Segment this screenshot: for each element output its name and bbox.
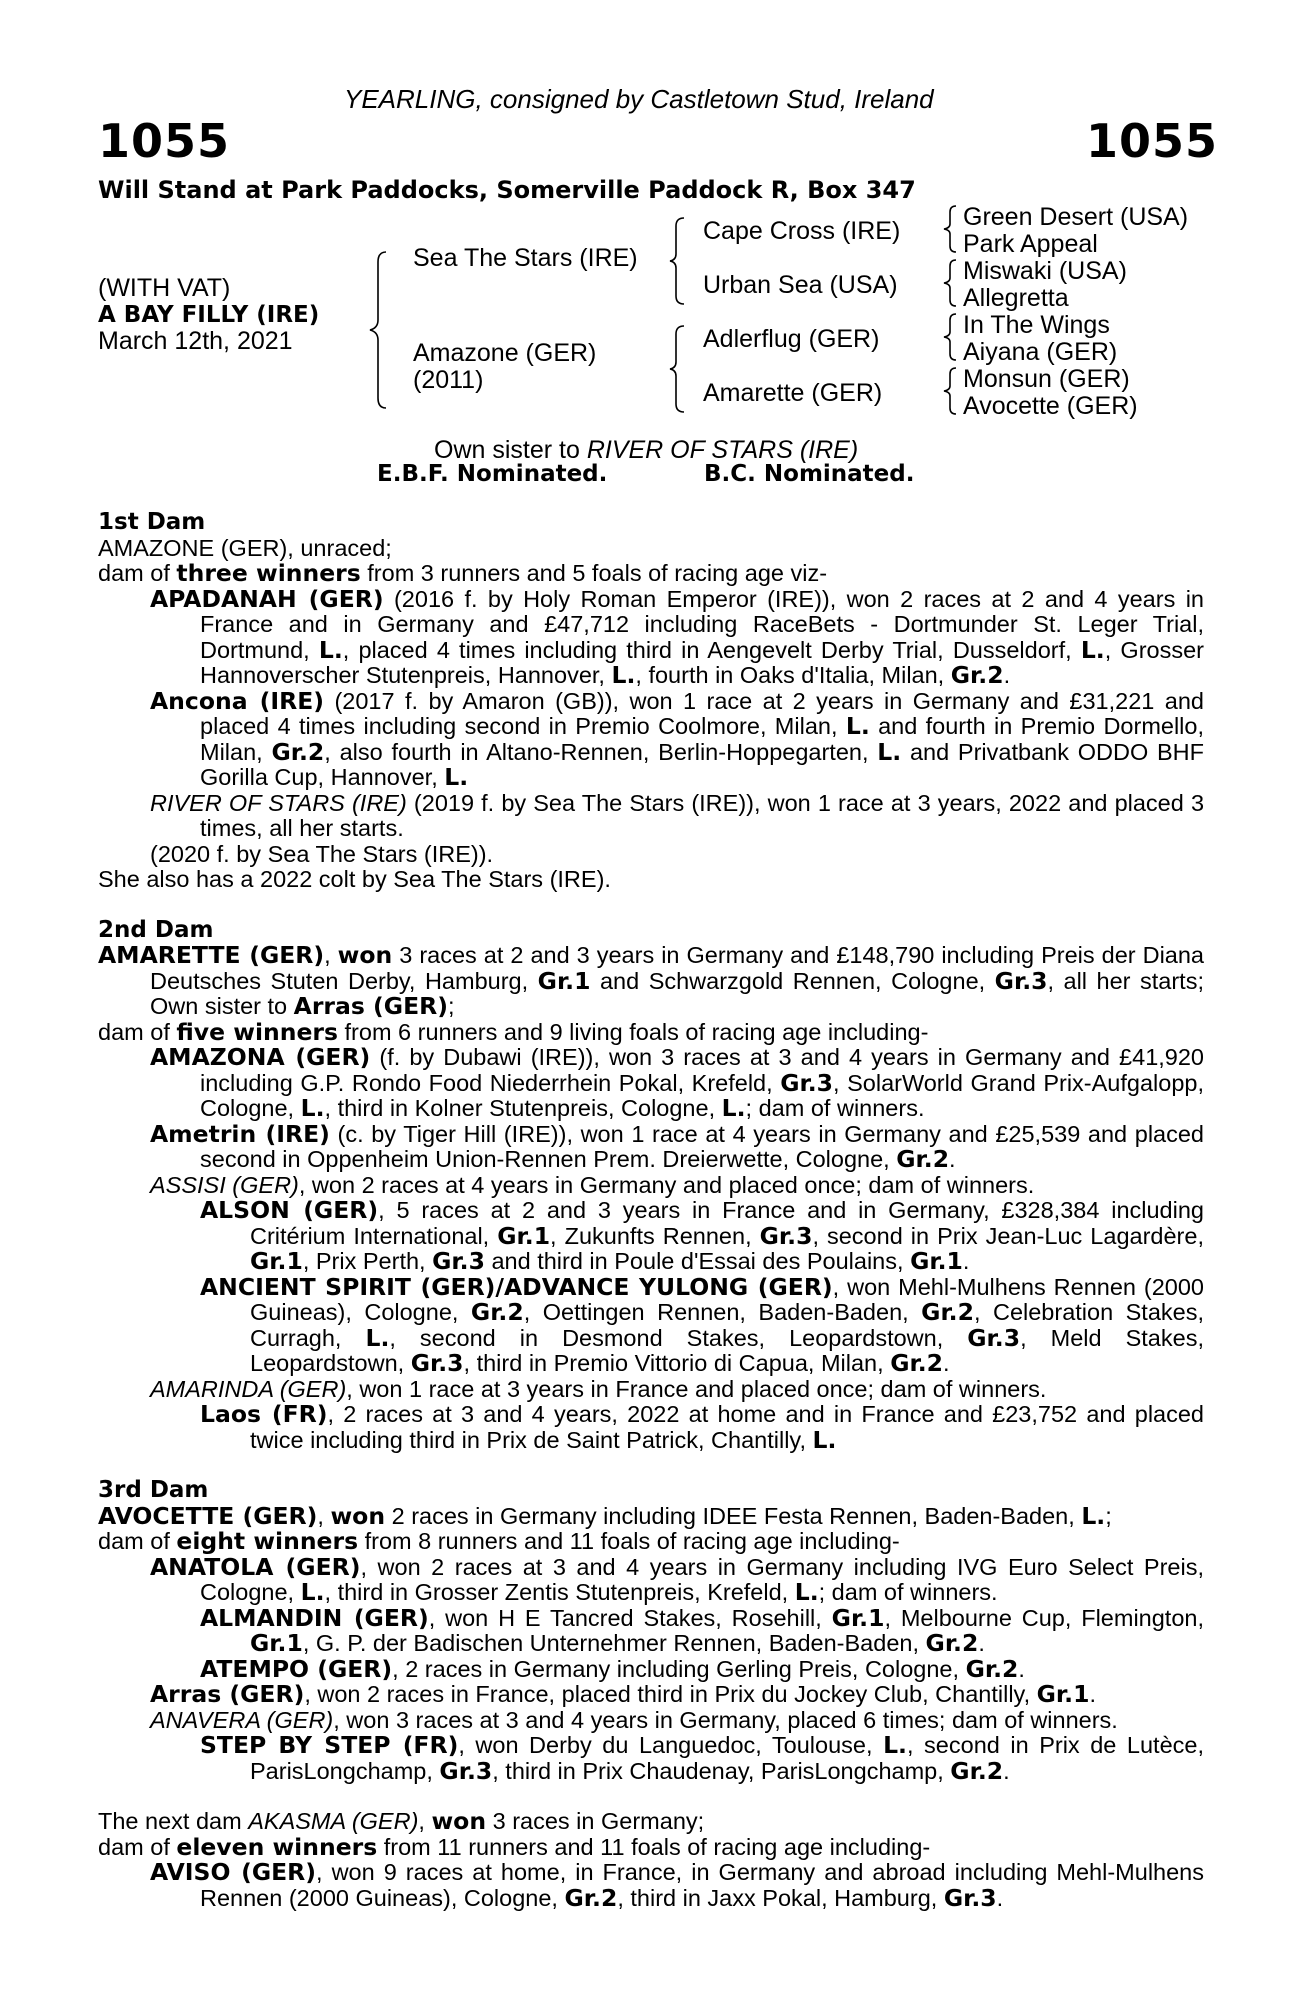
stand-location: Will Stand at Park Paddocks, Somerville Paddock R, Box 347 [98, 176, 916, 204]
grand-produce-entry: Laos (FR), 2 races at 3 and 4 years, 2022 at home and in France and £23,752 and placed twice including third in Prix de Saint Patrick, Chantilly, L. [200, 1400, 1204, 1454]
produce-entry: AVISO (GER), won 9 races at home, in France, in Germany and abroad including Mehl-Mulhens Rennen (2000 Guineas), Cologne, Gr.2, third in Jaxx Pokal, Hamburg, Gr.3. [150, 1858, 1204, 1912]
next-dam-entry: The next dam AKASMA (GER), won 3 races in Germany; [98, 1807, 705, 1835]
bc-nominated: B.C. Nominated. [704, 461, 915, 487]
gen3-ancestor: Allegretta [963, 284, 1069, 312]
pedigree-bracket-dam [668, 324, 698, 414]
lot-number-right: 1055 [1086, 114, 1219, 168]
produce-entry: ANATOLA (GER), won 2 races at 3 and 4 years in Germany including IVG Euro Select Preis, Cologne, L., third in Grosser Zentis Stutenpreis, Krefeld, L.; dam of winners. [150, 1552, 1204, 1606]
sire-sire-name: Cape Cross (IRE) [703, 217, 901, 245]
second-dam-entry: AMARETTE (GER), won 3 races at 2 and 3 years in Germany and £148,790 including Preis der Diana Deutsches Stuten Derby, Hamburg, Gr.1 and Schwarzgold Rennen, Cologne, Gr.3, all her starts; Own sister to Arras (GER); [98, 941, 1204, 1020]
first-dam-produce-summary: dam of three winners from 3 runners and 5 foals of racing age viz- [98, 559, 828, 587]
foaled-date: March 12th, 2021 [98, 327, 293, 355]
pedigree-bracket-g3-4 [942, 366, 962, 416]
sire-dam-name: Urban Sea (USA) [703, 271, 898, 299]
pedigree-bracket-g3-2 [942, 258, 962, 308]
gen3-ancestor: Avocette (GER) [963, 392, 1138, 420]
first-dam-line: AMAZONE (GER), unraced; [98, 534, 392, 561]
gen3-ancestor: Aiyana (GER) [963, 338, 1118, 366]
dam-dam-name: Amarette (GER) [703, 379, 883, 407]
produce-entry: RIVER OF STARS (IRE) (2019 f. by Sea The Stars (IRE)), won 1 race at 3 years, 2022 and placed 3 times, all her starts. [150, 789, 1205, 841]
grand-produce-entry: STEP BY STEP (FR), won Derby du Languedoc, Toulouse, L., second in Prix de Lutèce, ParisLongchamp, Gr.3, third in Prix Chaudenay, ParisLongchamp, Gr.2. [200, 1731, 1204, 1785]
produce-entry: ASSISI (GER), won 2 races at 4 years in Germany and placed once; dam of winners. [150, 1171, 1035, 1198]
pedigree-bracket-g3-1 [942, 204, 962, 254]
dam-name: Amazone (GER) [413, 339, 597, 367]
vat-label: (WITH VAT) [98, 274, 231, 302]
dam-year: (2011) [413, 366, 484, 394]
produce-entry: AMAZONA (GER) (f. by Dubawi (IRE)), won 3 races at 3 and 4 years in Germany and £41,920 including G.P. Rondo Food Niederrhein Pokal, Krefeld, Gr.3, SolarWorld Grand Prix-Aufgalopp, Cologne, L., third in Kolner Stutenpreis, Cologne, L.; dam of winners. [150, 1043, 1205, 1122]
first-dam-heading: 1st Dam [98, 509, 206, 535]
next-dam-produce-summary: dam of eleven winners from 11 runners and 11 foals of racing age including- [98, 1832, 931, 1861]
own-sister-name: RIVER OF STARS (IRE) [586, 436, 859, 464]
second-dam-produce-summary: dam of five winners from 6 runners and 9 living foals of racing age including- [98, 1017, 929, 1046]
ebf-nominated: E.B.F. Nominated. [377, 461, 608, 487]
pedigree-bracket-sire [668, 216, 698, 306]
grand-produce-entry: ATEMPO (GER), 2 races in Germany including Gerling Preis, Cologne, Gr.2. [200, 1654, 1025, 1683]
produce-entry: Ametrin (IRE) (c. by Tiger Hill (IRE)), won 1 race at 4 years in Germany and £25,539 and placed second in Oppenheim Union-Rennen Prem. Dreierwette, Cologne, Gr.2. [150, 1119, 1205, 1173]
consignor-line: YEARLING, consigned by Castletown Stud, Ireland [344, 84, 934, 114]
horse-name: A BAY FILLY (IRE) [98, 302, 320, 328]
gen3-ancestor: In The Wings [963, 311, 1110, 339]
gen3-ancestor: Park Appeal [963, 230, 1098, 258]
pedigree-bracket-g3-3 [942, 312, 962, 362]
produce-entry: (2020 f. by Sea The Stars (IRE)). [150, 840, 494, 867]
dam-sire-name: Adlerflug (GER) [703, 325, 880, 353]
produce-entry: Arras (GER), won 2 races in France, placed third in Prix du Jockey Club, Chantilly, Gr.1. [150, 1680, 1096, 1708]
lot-number-left: 1055 [98, 114, 231, 168]
catalogue-body [98, 510, 1204, 1911]
own-sister-prefix: Own sister to [434, 436, 587, 464]
gen3-ancestor: Miswaki (USA) [963, 257, 1127, 285]
grand-produce-entry: ALSON (GER), 5 races at 2 and 3 years in France and in Germany, £328,384 including Critérium International, Gr.1, Zukunfts Rennen, Gr.3, second in Prix Jean-Luc Lagardère, Gr.1, Prix Perth, Gr.3 and third in Poule d'Essai des Poulains, Gr.1. [200, 1196, 1204, 1275]
pedigree-bracket-main [368, 250, 398, 410]
produce-entry: Ancona (IRE) (2017 f. by Amaron (GB)), won 1 race at 2 years in Germany and £31,221 and placed 4 times including second in Premio Coolmore, Milan, L. and fourth in Premio Dormello, Milan, Gr.2, also fourth in Altano-Rennen, Berlin-Hoppegarten, L. and Privatbank ODDO BHF Gorilla Cup, Hannover, L. [150, 686, 1205, 791]
third-dam-produce-summary: dam of eight winners from 8 runners and 11 foals of racing age including- [98, 1527, 900, 1555]
gen3-ancestor: Monsun (GER) [963, 365, 1130, 393]
produce-entry: AMARINDA (GER), won 1 race at 3 years in France and placed once; dam of winners. [150, 1375, 1047, 1402]
also-note: She also has a 2022 colt by Sea The Stars (IRE). [98, 866, 611, 892]
produce-entry: ANAVERA (GER), won 3 races at 3 and 4 years in Germany, placed 6 times; dam of winners. [150, 1706, 1118, 1733]
sire-name: Sea The Stars (IRE) [413, 244, 638, 272]
third-dam-entry: AVOCETTE (GER), won 2 races in Germany including IDEE Festa Rennen, Baden-Baden, L.; [98, 1501, 1112, 1530]
gen3-ancestor: Green Desert (USA) [963, 203, 1189, 231]
own-sister-note [434, 437, 858, 464]
grand-produce-entry: ALMANDIN (GER), won H E Tancred Stakes, Rosehill, Gr.1, Melbourne Cup, Flemington, Gr.1, G. P. der Badischen Unternehmer Rennen, Baden-Baden, Gr.2. [200, 1603, 1205, 1657]
second-dam-heading: 2nd Dam [98, 916, 214, 943]
third-dam-heading: 3rd Dam [98, 1477, 209, 1503]
produce-entry: APADANAH (GER) (2016 f. by Holy Roman Emperor (IRE)), won 2 races at 2 and 4 years in France and in Germany and £47,712 including RaceBets - Dortmunder St. Leger Trial, Dortmund, L., placed 4 times including third in Aengevelt Derby Trial, Dusseldorf, L., Grosser Hannoverscher Stutenpreis, Hannover, L., fourth in Oaks d'Italia, Milan, Gr.2. [150, 584, 1204, 689]
grand-produce-entry: ANCIENT SPIRIT (GER)/ADVANCE YULONG (GER), won Mehl-Mulhens Rennen (2000 Guineas), Cologne, Gr.2, Oettingen Rennen, Baden-Baden, Gr.2, Celebration Stakes, Curragh, L., second in Desmond Stakes, Leopardstown, Gr.3, Meld Stakes, Leopardstown, Gr.3, third in Premio Vittorio di Capua, Milan, Gr.2. [200, 1272, 1204, 1377]
